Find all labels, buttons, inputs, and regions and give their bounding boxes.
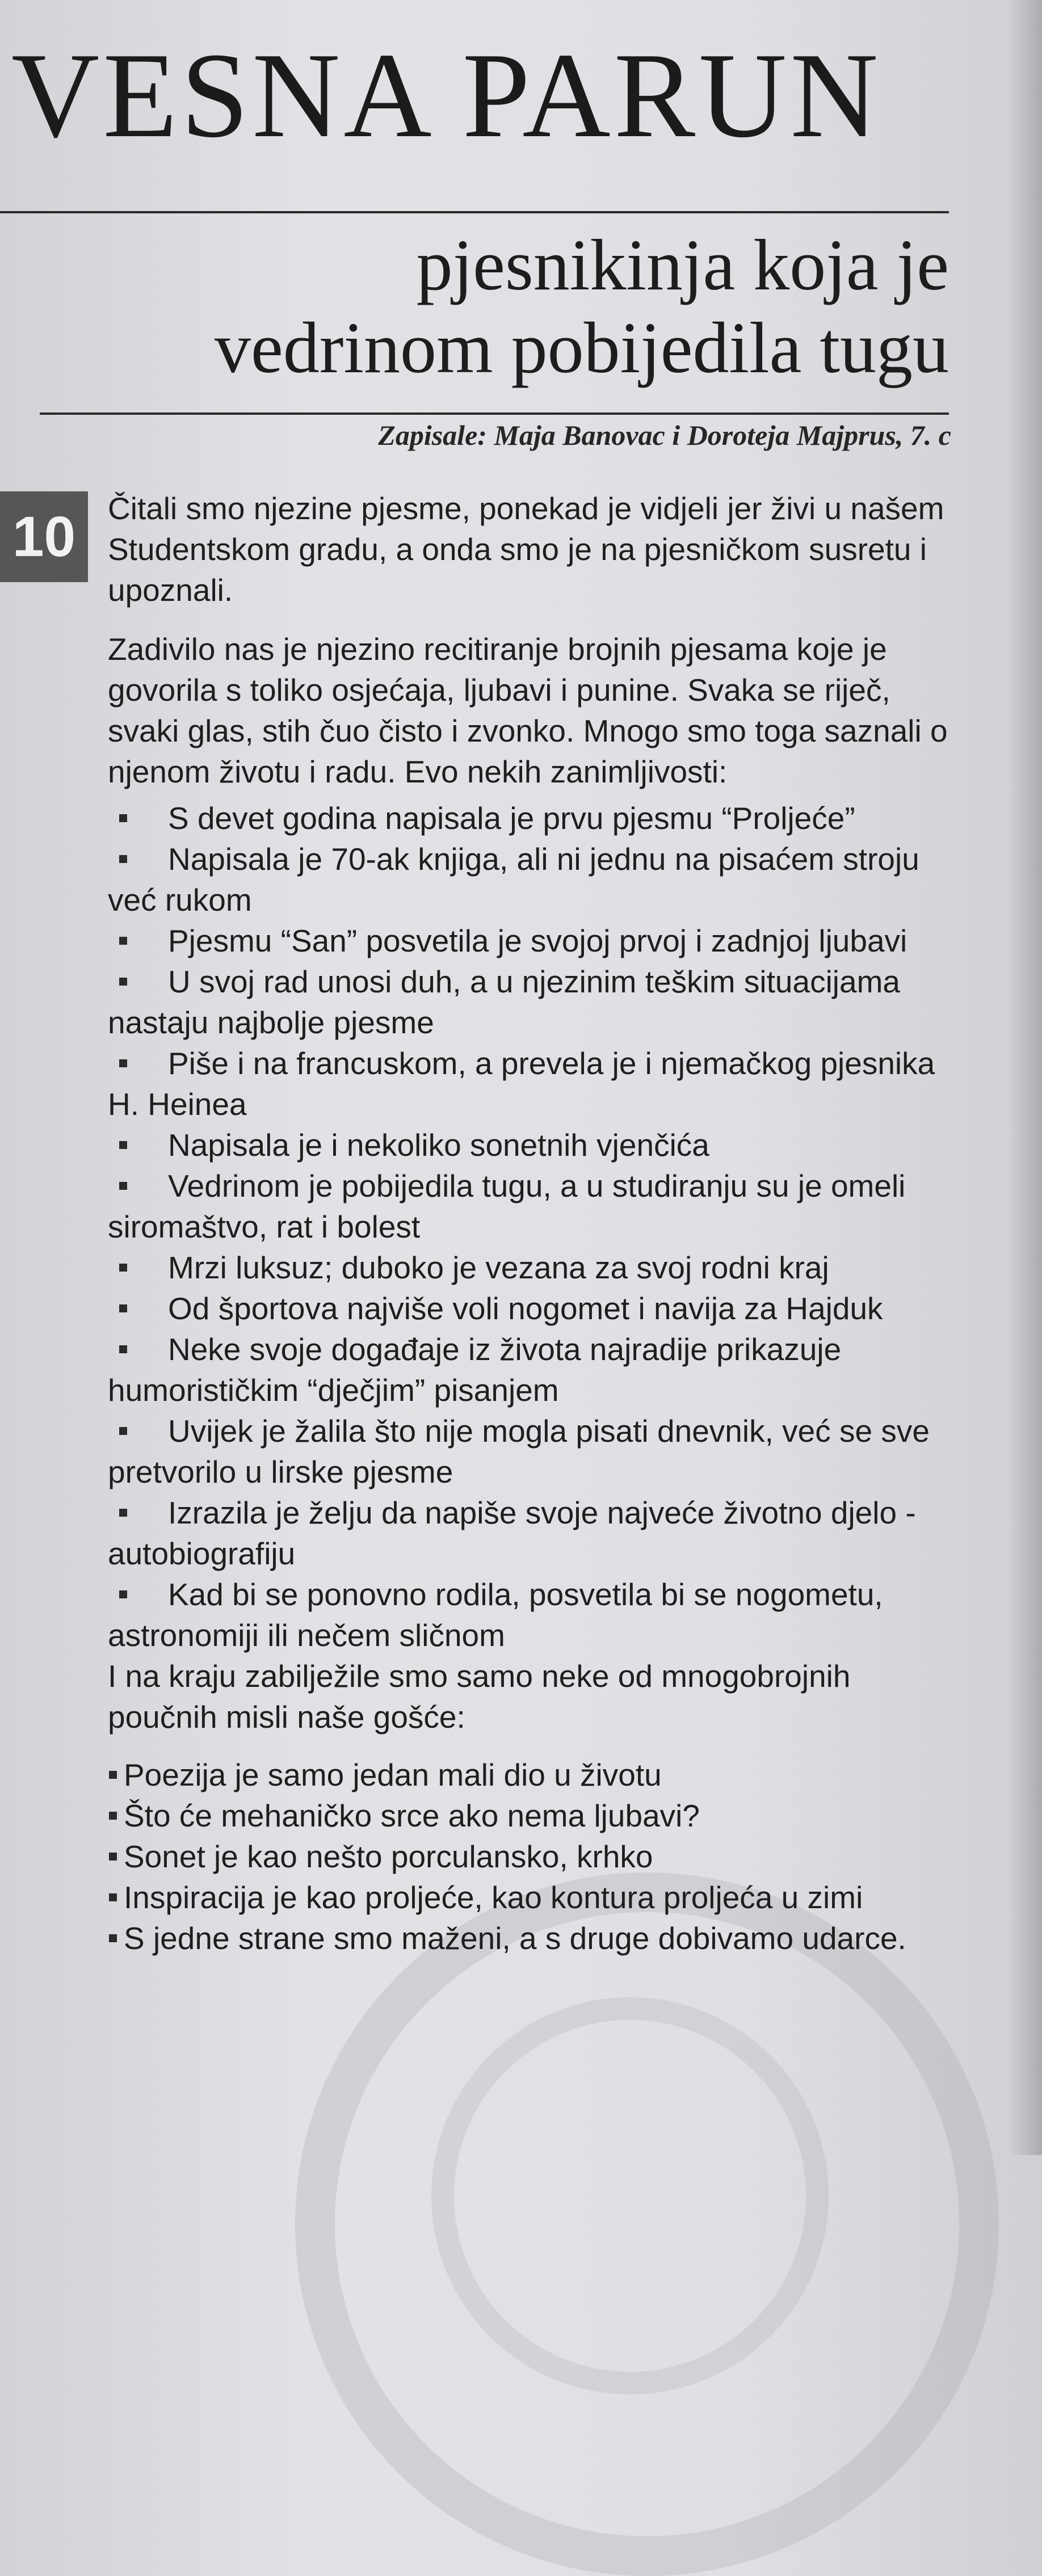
page-number-badge: 10 <box>0 491 88 582</box>
article-subtitle <box>215 224 949 390</box>
square-bullet-icon <box>109 1934 117 1942</box>
list-item <box>108 920 959 961</box>
list-item <box>108 798 959 839</box>
list-item-text: U svoj rad unosi duh, a u njezinim teškim situacijama nastaju najbolje pjesme <box>108 964 901 1040</box>
quote-text: Sonet je kao nešto porculansko, krhko <box>124 1839 653 1874</box>
list-item-text: Od športova najviše voli nogomet i navija za Hajduk <box>168 1291 883 1326</box>
list-item-text: Napisala je 70-ak knjiga, ali ni jednu na pisaćem stroju već rukom <box>108 841 919 917</box>
square-bullet-icon <box>119 1509 127 1517</box>
square-bullet-icon <box>119 1264 127 1272</box>
page-spine-shadow <box>1008 0 1042 2155</box>
square-bullet-icon <box>119 1590 127 1598</box>
square-bullet-icon <box>119 978 127 986</box>
decorative-circle-inner <box>431 1997 829 2394</box>
quote-item <box>108 1754 959 1795</box>
article-body <box>108 488 959 1959</box>
list-item-text: Neke svoje događaje iz života najradije prikazuje humorističkim “dječjim” pisanjem <box>108 1332 842 1408</box>
square-bullet-icon <box>109 1853 117 1861</box>
list-item <box>108 1329 959 1411</box>
square-bullet-icon <box>119 937 127 945</box>
byline: Zapisale: Maja Banovac i Doroteja Majprus, 7. c <box>378 419 951 451</box>
quote-text: S jedne strane smo maženi, a s druge dobivamo udarce. <box>124 1921 906 1956</box>
quote-item <box>108 1918 959 1959</box>
square-bullet-icon <box>109 1812 117 1820</box>
list-item <box>108 1411 959 1492</box>
subtitle-rule <box>40 413 949 415</box>
square-bullet-icon <box>119 1304 127 1312</box>
list-item-text: Izrazila je želju da napiše svoje najveće životno djelo - autobiografiju <box>108 1495 916 1571</box>
list-item-text: Vedrinom je pobijedila tugu, a u studiranju su je omeli siromaštvo, rat i bolest <box>108 1168 906 1244</box>
list-item <box>108 839 959 920</box>
list-item-text: Piše i na francuskom, a prevela je i njemačkog pjesnika H. Heinea <box>108 1046 935 1122</box>
list-item-text: Kad bi se ponovno rodila, posvetila bi se nogometu, astronomiji ili nečem sličnom <box>108 1577 883 1653</box>
intro-paragraph-2: Zadivilo nas je njezino recitiranje brojnih pjesama koje je govorila s toliko osjećaja, ljubavi i punine. Svaka se riječ, svaki glas, stih čuo čisto i zvonko. Mnogo smo toga saznali o njenom životu i radu. Evo nekih zanimljivosti: <box>108 632 948 789</box>
intro-paragraph-1: Čitali smo njezine pjesme, ponekad je vidjeli jer živi u našem Studentskom gradu, a onda smo je na pjesničkom susretu i upoznali. <box>108 491 944 608</box>
list-item <box>108 1574 959 1656</box>
list-item-text: S devet godina napisala je prvu pjesmu “Proljeće” <box>168 801 855 836</box>
quote-text: Inspiracija je kao proljeće, kao kontura proljeća u zimi <box>124 1880 863 1915</box>
subtitle-line-1: pjesnikinja koja je <box>416 225 949 305</box>
square-bullet-icon <box>119 1345 127 1353</box>
quote-item <box>108 1836 959 1877</box>
list-item <box>108 1165 959 1247</box>
quote-item <box>108 1877 959 1918</box>
list-item <box>108 1125 959 1165</box>
list-item <box>108 1043 959 1125</box>
list-item-text: Mrzi luksuz; duboko je vezana za svoj rodni kraj <box>168 1250 829 1285</box>
list-item-text: Pjesmu “San” posvetila je svojoj prvoj i zadnjoj ljubavi <box>168 923 907 958</box>
quote-text: Poezija je samo jedan mali dio u životu <box>124 1757 662 1792</box>
list-item-text: Napisala je i nekoliko sonetnih vjenčića <box>168 1127 709 1163</box>
quotes-list <box>108 1754 959 1959</box>
article-title: VESNA PARUN <box>11 27 882 163</box>
list-item <box>108 1288 959 1329</box>
square-bullet-icon <box>119 1182 127 1190</box>
subtitle-line-2: vedrinom pobijedila tugu <box>215 307 949 388</box>
square-bullet-icon <box>119 855 127 863</box>
square-bullet-icon <box>109 1893 117 1901</box>
list-item <box>108 1492 959 1574</box>
title-rule <box>0 211 949 213</box>
square-bullet-icon <box>119 1141 127 1149</box>
quotes-intro: I na kraju zabilježile smo samo neke od mnogobrojnih poučnih misli naše gošće: <box>108 1659 851 1735</box>
square-bullet-icon <box>119 814 127 822</box>
list-item-text: Uvijek je žalila što nije mogla pisati dnevnik, već se sve pretvorilo u lirske pjesme <box>108 1413 930 1489</box>
list-item <box>108 961 959 1043</box>
square-bullet-icon <box>109 1771 117 1779</box>
quote-item <box>108 1795 959 1836</box>
square-bullet-icon <box>119 1059 127 1067</box>
quote-text: Što će mehaničko srce ako nema ljubavi? <box>124 1798 700 1833</box>
square-bullet-icon <box>119 1427 127 1435</box>
list-item <box>108 1247 959 1288</box>
facts-list <box>108 798 959 1656</box>
